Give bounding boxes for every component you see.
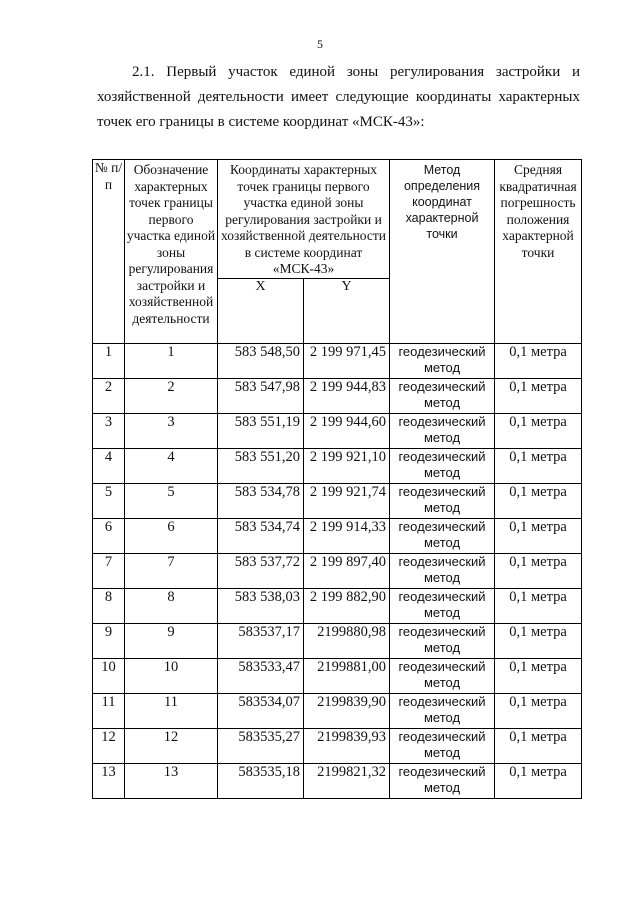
cell-label: 1 (125, 343, 218, 378)
cell-num: 9 (93, 623, 125, 658)
cell-method: геодезический метод (390, 343, 495, 378)
cell-error: 0,1 метра (495, 623, 582, 658)
cell-label: 5 (125, 483, 218, 518)
header-num: № п/п (93, 160, 125, 344)
table-row (93, 693, 582, 728)
cell-error: 0,1 метра (495, 413, 582, 448)
cell-y: 2199880,98 (304, 623, 390, 658)
cell-y: 2 199 944,83 (304, 378, 390, 413)
cell-method: геодезический метод (390, 658, 495, 693)
header-x: X (218, 278, 304, 343)
table-row (93, 413, 582, 448)
cell-num: 12 (93, 728, 125, 763)
cell-error: 0,1 метра (495, 588, 582, 623)
cell-label: 12 (125, 728, 218, 763)
table-body (93, 343, 582, 798)
cell-x: 583534,07 (218, 693, 304, 728)
cell-num: 13 (93, 763, 125, 798)
cell-y: 2 199 921,74 (304, 483, 390, 518)
cell-label: 10 (125, 658, 218, 693)
coordinates-table (92, 159, 582, 799)
cell-x: 583 534,78 (218, 483, 304, 518)
table-row (93, 483, 582, 518)
cell-x: 583 551,19 (218, 413, 304, 448)
cell-error: 0,1 метра (495, 553, 582, 588)
cell-x: 583 551,20 (218, 448, 304, 483)
cell-method: геодезический метод (390, 483, 495, 518)
cell-y: 2199839,93 (304, 728, 390, 763)
cell-label: 13 (125, 763, 218, 798)
cell-error: 0,1 метра (495, 658, 582, 693)
cell-method: геодезический метод (390, 378, 495, 413)
cell-num: 5 (93, 483, 125, 518)
cell-num: 2 (93, 378, 125, 413)
cell-error: 0,1 метра (495, 518, 582, 553)
cell-x: 583 547,98 (218, 378, 304, 413)
cell-method: геодезический метод (390, 413, 495, 448)
cell-error: 0,1 метра (495, 728, 582, 763)
table-row (93, 588, 582, 623)
cell-x: 583533,47 (218, 658, 304, 693)
table-row (93, 623, 582, 658)
cell-error: 0,1 метра (495, 763, 582, 798)
cell-label: 3 (125, 413, 218, 448)
header-coords: Координаты характерных точек границы первого участка единой зоны регулирования застройки и хозяйственной деятельности в системе координат «МСК-43» (218, 160, 390, 279)
cell-num: 6 (93, 518, 125, 553)
header-y: Y (304, 278, 390, 343)
cell-label: 11 (125, 693, 218, 728)
cell-num: 8 (93, 588, 125, 623)
cell-y: 2 199 914,33 (304, 518, 390, 553)
cell-label: 9 (125, 623, 218, 658)
cell-method: геодезический метод (390, 518, 495, 553)
page-number: 5 (317, 37, 323, 51)
cell-num: 10 (93, 658, 125, 693)
cell-error: 0,1 метра (495, 343, 582, 378)
cell-method: геодезический метод (390, 588, 495, 623)
cell-num: 1 (93, 343, 125, 378)
cell-label: 2 (125, 378, 218, 413)
header-method: Метод определения координат характерной точки (390, 160, 495, 344)
table-row (93, 378, 582, 413)
cell-y: 2199839,90 (304, 693, 390, 728)
cell-x: 583537,17 (218, 623, 304, 658)
intro-paragraph: 2.1. Первый участок единой зоны регулирования застройки и хозяйственной деятельности имеет следующие координаты характерных точек его границы в системе координат «МСК-43»: (97, 64, 580, 130)
cell-num: 7 (93, 553, 125, 588)
cell-error: 0,1 метра (495, 693, 582, 728)
cell-label: 7 (125, 553, 218, 588)
cell-error: 0,1 метра (495, 448, 582, 483)
header-error: Средняя квадратичная погрешность положения характерной точки (495, 160, 582, 344)
cell-x: 583 538,03 (218, 588, 304, 623)
table-header-row (93, 160, 582, 279)
cell-label: 8 (125, 588, 218, 623)
cell-x: 583535,18 (218, 763, 304, 798)
cell-error: 0,1 метра (495, 378, 582, 413)
table-row (93, 763, 582, 798)
header-label: Обозначение характерных точек границы первого участка единой зоны регулирования застройки и хозяйственной деятельности (125, 160, 218, 344)
cell-y: 2199821,32 (304, 763, 390, 798)
table-row (93, 553, 582, 588)
table-row (93, 658, 582, 693)
cell-y: 2 199 882,90 (304, 588, 390, 623)
cell-num: 3 (93, 413, 125, 448)
cell-method: геодезический метод (390, 693, 495, 728)
cell-y: 2199881,00 (304, 658, 390, 693)
cell-x: 583535,27 (218, 728, 304, 763)
cell-num: 4 (93, 448, 125, 483)
cell-y: 2 199 971,45 (304, 343, 390, 378)
cell-label: 4 (125, 448, 218, 483)
cell-x: 583 548,50 (218, 343, 304, 378)
cell-method: геодезический метод (390, 763, 495, 798)
cell-label: 6 (125, 518, 218, 553)
cell-method: геодезический метод (390, 623, 495, 658)
table-row (93, 728, 582, 763)
cell-error: 0,1 метра (495, 483, 582, 518)
cell-y: 2 199 897,40 (304, 553, 390, 588)
table-row (93, 448, 582, 483)
cell-method: геодезический метод (390, 448, 495, 483)
table-row (93, 343, 582, 378)
cell-y: 2 199 921,10 (304, 448, 390, 483)
cell-y: 2 199 944,60 (304, 413, 390, 448)
cell-x: 583 534,74 (218, 518, 304, 553)
cell-method: геодезический метод (390, 553, 495, 588)
cell-method: геодезический метод (390, 728, 495, 763)
table-row (93, 518, 582, 553)
cell-num: 11 (93, 693, 125, 728)
cell-x: 583 537,72 (218, 553, 304, 588)
